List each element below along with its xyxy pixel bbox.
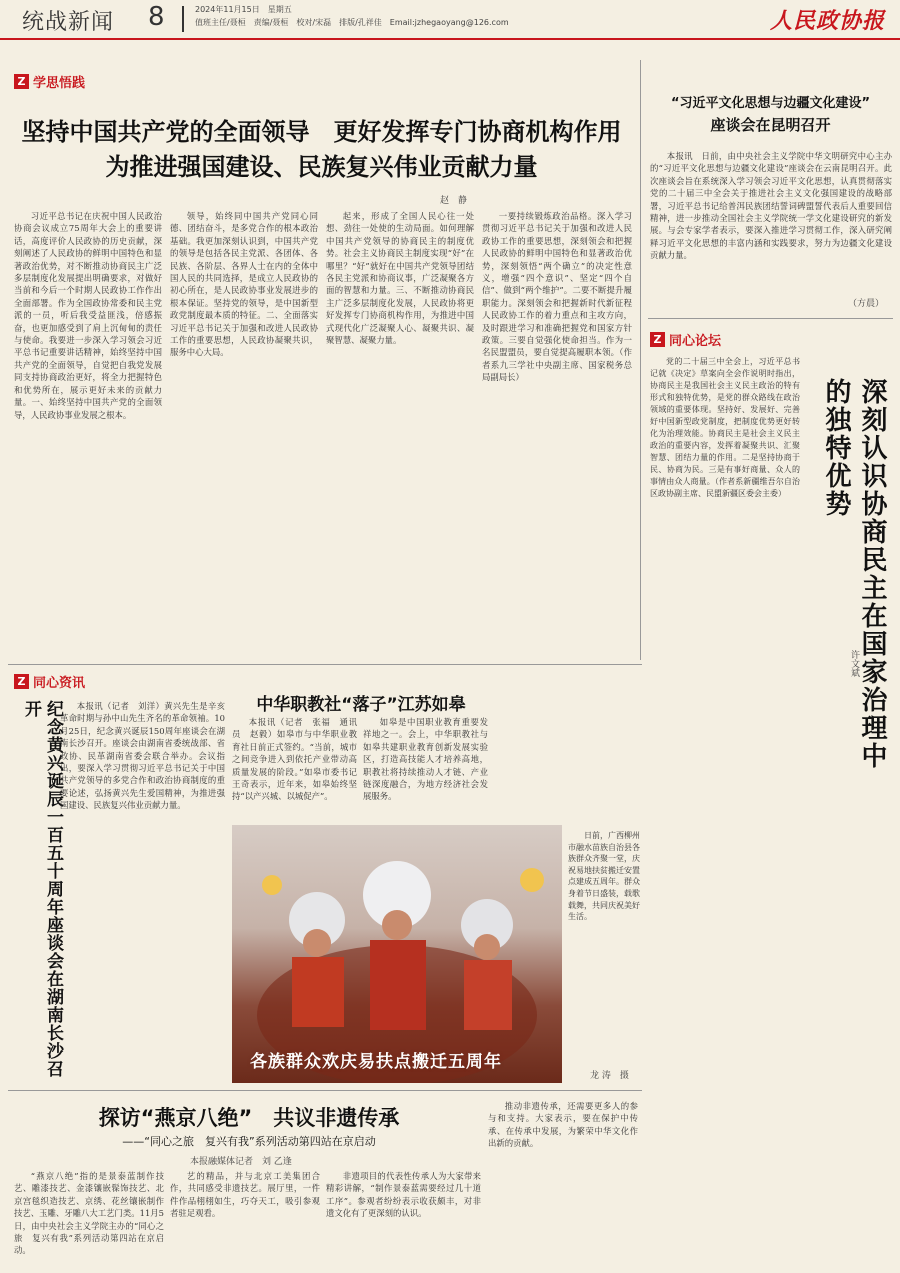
tag-letter-icon: Z (650, 332, 665, 347)
issue-date: 2024年11月15日 星期五 (195, 5, 292, 14)
feiyi-column-2: 艺的精品，并与北京工美集团合作，共同感受非遗技艺。展厅里，一件件作品栩栩如生，巧夺天工，吸引参观者驻足观看。 (170, 1171, 320, 1219)
paper-logo: 人民政协报 (770, 8, 886, 34)
kunming-headline-1: “习近平文化思想与边疆文化建设” (670, 96, 871, 111)
lead-column-2: 领导，始终同中国共产党同心同德、团结奋斗，是多党合作的根本政治基础。我更加深刻认识到，中国共产党的领导是包括各民主党派、各团体、各民族、各阶层、各界人士在内的全体中国人民的共同选择，是成立人民政协的初心所在，是人民政协事业发展进步的根本保证。坚持党的领导，是中国新型政党制度最本质的特征。二、全面落实习近平总书记关于加强和改进人民政协工作的重要思想，人民政协凝聚共识，服务中心大局。 (170, 211, 318, 358)
zhijiao-body-1: 本报讯（记者 张福 通讯员 赵毅）如皋市与中华职业教育社日前正式签约。“当前，城市之间竞争进入到依托产业带动高质量发展的阶段。”如皋市委书记王奇表示，近年来，如皋始终坚持“以产兴城、以城促产”。 (232, 717, 357, 802)
tag-letter-icon: Z (14, 74, 29, 89)
lead-column-4: 一要持续锻炼政治品格。深入学习贯彻习近平总书记关于加强和改进人民政协工作的重要思想，深刻领会和把握人民政协的鲜明中国特色和显著政治优势，深刻领悟“两个确立”的决定性意义，增强“四个意识”、坚定“四个自信”、做到“两个维护”。二要不断提升履职能力。深刻领会和把握新时代新征程人民政协工作的着力重点和主攻方向，及时跟进学习和准确把握党和国家方针政策。三要自觉强化使命担当。作为一名民盟盟员，要自觉提高履职本领。（作者系九三学社中央副主席、国家税务总局副局长） (482, 211, 632, 383)
column-divider (640, 60, 641, 660)
feiyi-headline: 探访“燕京八绝” 共议非遗传承 (98, 1106, 400, 1130)
forum-author: 许文斌 (849, 650, 859, 677)
feiyi-column-3: 非遗项目的代表性传承人为大家带来精彩讲解，“制作景泰蓝需要经过几十道工序”。参观者纷纷表示收获颇丰，对非遗文化有了更深刻的认识。 (326, 1171, 481, 1219)
kunming-divider (648, 318, 893, 319)
header-divider (182, 6, 184, 32)
festival-photo-illustration (232, 825, 562, 1083)
forum-tag-label: 同心论坛 (669, 334, 722, 349)
tongxin-tag-label: 同心资讯 (33, 676, 86, 691)
lead-column-3: 起来，形成了全国人民心往一处想、劲往一处使的生动局面。如何理解中国共产党领导的协商民主的制度优势。社会主义协商民主制度实现“好”在哪里？“好”就好在中国共产党领导团结各民主党派和协商议事，广泛凝聚各方面的智慧和力量。三、不断推动协商民主广泛多层制度化发展，人民政协将更好发挥专门协商机构作用，为推进中国式现代化广泛凝聚人心、凝聚共识、凝聚智慧、凝聚力量。 (326, 211, 474, 346)
page-number: 8 (148, 2, 165, 32)
lead-headline-1: 坚持中国共产党的全面领导 更好发挥专门协商机构作用 (21, 118, 622, 146)
tag-letter-icon: Z (14, 674, 29, 689)
feiyi-column-1: “燕京八绝”指的是景泰蓝制作技艺、雕漆技艺、金漆镶嵌髹饰技艺、北京宫毯织造技艺、京绣、花丝镶嵌制作技艺、玉雕、牙雕八大工艺门类。11月5日，由中央社会主义学院主办的“同心之旅 复兴有我”系列活动第四站在京启动。 (14, 1171, 164, 1256)
forum-tag (650, 330, 721, 349)
header-info (195, 3, 615, 29)
feiyi-subheadline: ——“同心之旅 复兴有我”系列活动第四站在京启动 (122, 1135, 376, 1148)
lead-tag (14, 72, 85, 91)
lead-tag-label: 学思悟践 (33, 76, 86, 91)
forum-body: 党的二十届三中全会上，习近平总书记就《决定》草案向全会作说明时指出，协商民主是我国社会主义民主政治的特有形式和独特优势，是党的群众路线在政治领域的重要体现。坚持好、发展好、完善好中国新型政党制度，把制度优势更好转化为治理效能。协商民主是社会主义民主政治的重要内容，发挥着凝聚共识、汇聚智慧、团结力量的作用。二是坚持协商于民、协商为民。三是有事好商量、众人的事情由众人商量。（作者系新疆维吾尔自治区政协副主席、民盟新疆区委会主委） (650, 357, 800, 498)
lead-headline-2: 为推进强国建设、民族复兴伟业贡献力量 (105, 153, 538, 181)
zhijiao-headline: 中华职教社“落子”江苏如皋 (256, 695, 466, 715)
photo-description: 日前，广西柳州市融水苗族自治县各族群众齐聚一堂，庆祝易地扶贫搬迁安置点建成五周年。群众身着节日盛装，载歌载舞，共同庆祝美好生活。 (568, 831, 640, 922)
tongxin-headline: 纪念黄兴诞辰一百五十周年座谈会在湖南长沙召开 (21, 700, 63, 1078)
kunming-body: 本报讯 日前，由中央社会主义学院中华文明研究中心主办的“习近平文化思想与边疆文化建设”座谈会在云南昆明召开。此次座谈会旨在系统深入学习领会习近平文化思想，认真贯彻落实党的二十届三中全会关于推进社会主义文化强国建设的战略部署，习近平总书记给普洱民族团结誓词碑盟誓代表后人重要回信精神，进一步推动全国社会主义学院统一学文化建设研究的新发展。与会专家学者表示，要深入推进学习贯彻工作，深入研究阐释习近平文化思想的丰富内涵和实践要求，努力为边疆文化建设贡献力量。 (650, 151, 892, 261)
zhijiao-body-2: 如皋是中国职业教育重要发祥地之一。会上，中华职教社与如皋共建职业教育创新发展实验区，打造高技能人才培养高地，职教社将持续推动人才链、产业链深度融合，为地方经济社会发展服务。 (363, 717, 488, 802)
feiyi-byline: 本报融媒体记者 刘 乙逢 (190, 1157, 292, 1167)
festival-photo (232, 825, 562, 1083)
photo-credit: 龙 涛 摄 (590, 1071, 629, 1081)
tongxin-tag (14, 672, 85, 691)
section-name: 统战新闻 (22, 10, 115, 35)
feiyi-column-4: 推动非遗传承，还需要更多人的参与和支持。大家表示，要在保护中传承、在传承中发展，为繁荣中华文化作出新的贡献。 (488, 1101, 638, 1149)
kunming-headline-2: 座谈会在昆明召开 (710, 116, 831, 134)
editor-credits: 值班主任/聂桓 责编/聂桓 校对/宋磊 排版/孔祥佳 Email:jzhegaoyang@126.com (195, 18, 509, 27)
photo-caption: 各族群众欢庆易扶点搬迁五周年 (250, 1052, 502, 1072)
section-divider (8, 664, 642, 665)
forum-headline: 深刻认识协商民主在国家治理中的独特优势 (821, 378, 887, 770)
kunming-signature: （方晨） (848, 299, 885, 309)
lead-column-1: 习近平总书记在庆祝中国人民政治协商会议成立75周年大会上的重要讲话，高度评价人民政协的历史贡献，深刻阐述了人民政协的鲜明中国特色和显著政治优势，对不断推动协商民主广泛多层制度化发展提出明确要求，对做好当前和今后一个时期人民政协工作作出全面部署。作为全国政协常委和民主党派的一员，听后我受益匪浅，倍感振奋，也更加感受到了肩上沉甸甸的责任与使命。我要进一步深入学习领会习近平总书记重要讲话精神，始终坚持中国共产党的全面领导，自觉把自我党发展同支持协商政治更好，将全力把握特色和优势所在，展示更好未来的贡献力量。一、始终坚持中国共产党的全面领导，人民政协事业发展之根本。 (14, 211, 162, 420)
lead-byline: 赵 静 (440, 196, 468, 206)
tongxin-body: 本报讯（记者 刘洋）黄兴先生是辛亥革命时期与孙中山先生齐名的革命领袖。10月25日，纪念黄兴诞辰150周年座谈会在湖南长沙召开。座谈会由湖南省委统战部、省政协、民革湖南省委会联合举办。会议指出，要深入学习贯彻习近平总书记关于中国共产党领导的多党合作和政治协商制度的重要论述，弘扬黄兴先生爱国精神，为推进强国建设、民族复兴伟业贡献力量。 (60, 701, 225, 811)
section-divider (8, 1090, 642, 1091)
